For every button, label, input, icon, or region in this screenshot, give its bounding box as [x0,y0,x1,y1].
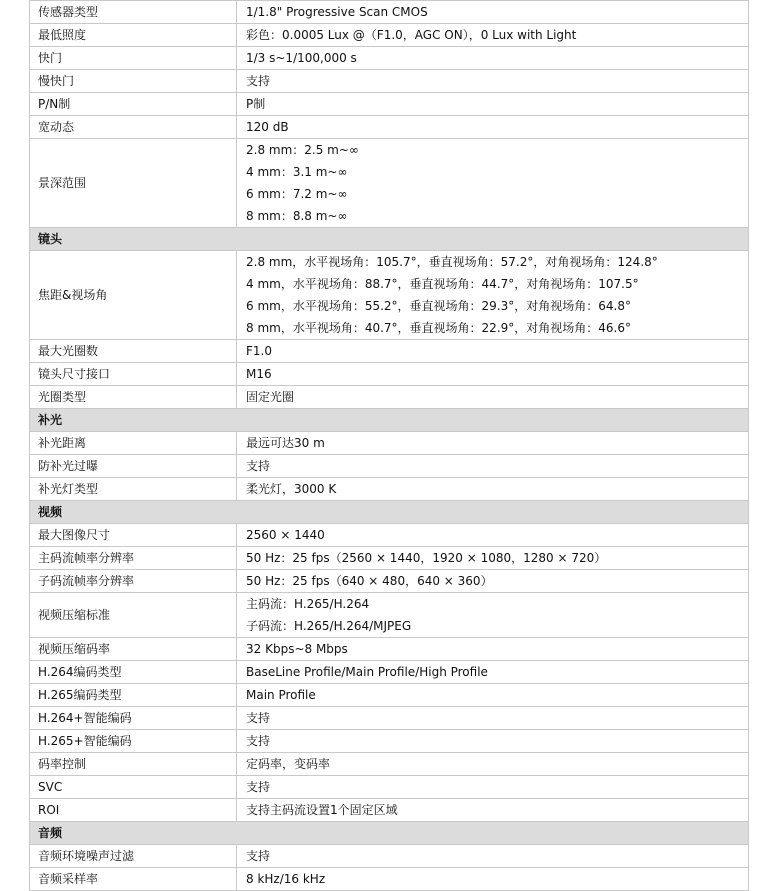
spec-row [30,799,749,822]
spec-label: 慢快门 [30,70,237,93]
spec-label: 快门 [30,47,237,70]
spec-row [30,363,749,386]
spec-table-body [30,1,749,891]
spec-row [30,386,749,409]
spec-value: 2560 × 1440 [237,524,749,547]
spec-value: 50 Hz：25 fps（640 × 480，640 × 360） [237,570,749,593]
section-title: 音频 [30,822,749,845]
spec-label: 码率控制 [30,753,237,776]
spec-label: 宽动态 [30,116,237,139]
spec-label: 视频压缩标准 [30,593,237,638]
spec-row [30,524,749,547]
spec-row [30,139,749,228]
spec-value: 8 kHz/16 kHz [237,868,749,891]
spec-label: 视频压缩码率 [30,638,237,661]
spec-row [30,1,749,24]
spec-label: 补光距离 [30,432,237,455]
section-header-row [30,822,749,845]
spec-row [30,707,749,730]
spec-label: H.265+智能编码 [30,730,237,753]
spec-value: 支持 [237,845,749,868]
spec-label: 补光灯类型 [30,478,237,501]
spec-value-line: 8 mm：8.8 m~∞ [246,209,348,223]
spec-value: 最远可达30 m [237,432,749,455]
spec-label: 最大光圈数 [30,340,237,363]
spec-label: ROI [30,799,237,822]
spec-row [30,547,749,570]
spec-value: P制 [237,93,749,116]
spec-row [30,570,749,593]
spec-label: 音频采样率 [30,868,237,891]
spec-value: 支持主码流设置1个固定区域 [237,799,749,822]
spec-row [30,47,749,70]
spec-label: 音频环境噪声过滤 [30,845,237,868]
spec-label: 最低照度 [30,24,237,47]
spec-label: 防补光过曝 [30,455,237,478]
section-title: 镜头 [30,228,749,251]
section-header-row [30,228,749,251]
section-header-row [30,409,749,432]
spec-label: H.265编码类型 [30,684,237,707]
spec-row [30,730,749,753]
spec-value: 支持 [237,455,749,478]
spec-value: 1/3 s~1/100,000 s [237,47,749,70]
spec-value: 支持 [237,730,749,753]
section-title: 视频 [30,501,749,524]
spec-label: 主码流帧率分辨率 [30,547,237,570]
spec-table [29,0,749,891]
spec-row [30,93,749,116]
spec-row [30,478,749,501]
section-header-row [30,501,749,524]
spec-row [30,753,749,776]
spec-value: 定码率，变码率 [237,753,749,776]
spec-value: F1.0 [237,340,749,363]
spec-value: Main Profile [237,684,749,707]
spec-value: 支持 [237,776,749,799]
spec-value: 120 dB [237,116,749,139]
spec-row [30,70,749,93]
spec-row [30,432,749,455]
spec-value: 支持 [237,707,749,730]
spec-row [30,868,749,891]
spec-label: SVC [30,776,237,799]
spec-value-line: 2.8 mm，水平视场角：105.7°，垂直视场角：57.2°，对角视场角：124.8° [246,255,658,269]
spec-value-cell [237,139,749,228]
spec-value-line: 2.8 mm：2.5 m~∞ [246,143,359,157]
spec-value-line: 4 mm：3.1 m~∞ [246,165,348,179]
spec-label: 子码流帧率分辨率 [30,570,237,593]
spec-row [30,776,749,799]
spec-label: H.264编码类型 [30,661,237,684]
spec-value: 50 Hz：25 fps（2560 × 1440，1920 × 1080，1280 × 720） [237,547,749,570]
spec-label: 景深范围 [30,139,237,228]
spec-value: 柔光灯，3000 K [237,478,749,501]
spec-row [30,845,749,868]
spec-row [30,684,749,707]
spec-value-cell [237,251,749,340]
spec-row [30,638,749,661]
spec-value-line: 主码流：H.265/H.264 [246,597,370,611]
spec-label: 传感器类型 [30,1,237,24]
spec-value-line: 4 mm，水平视场角：88.7°，垂直视场角：44.7°，对角视场角：107.5° [246,277,639,291]
spec-value: 彩色：0.0005 Lux @（F1.0，AGC ON），0 Lux with Light [237,24,749,47]
spec-label: 光圈类型 [30,386,237,409]
spec-label: P/N制 [30,93,237,116]
spec-row [30,340,749,363]
spec-value-line: 6 mm，水平视场角：55.2°，垂直视场角：29.3°，对角视场角：64.8° [246,299,631,313]
spec-label: H.264+智能编码 [30,707,237,730]
spec-row [30,455,749,478]
spec-row [30,593,749,638]
spec-value-line: 6 mm：7.2 m~∞ [246,187,348,201]
spec-row [30,251,749,340]
spec-label: 焦距&视场角 [30,251,237,340]
spec-value: 1/1.8" Progressive Scan CMOS [237,1,749,24]
spec-label: 镜头尺寸接口 [30,363,237,386]
spec-value: 32 Kbps~8 Mbps [237,638,749,661]
spec-value: 支持 [237,70,749,93]
spec-value-line: 子码流：H.265/H.264/MJPEG [246,619,412,633]
spec-value-line: 8 mm，水平视场角：40.7°，垂直视场角：22.9°，对角视场角：46.6° [246,321,631,335]
section-title: 补光 [30,409,749,432]
spec-value: M16 [237,363,749,386]
spec-row [30,116,749,139]
spec-value: BaseLine Profile/Main Profile/High Profile [237,661,749,684]
spec-row [30,24,749,47]
spec-label: 最大图像尺寸 [30,524,237,547]
spec-value-cell [237,593,749,638]
spec-value: 固定光圈 [237,386,749,409]
spec-row [30,661,749,684]
